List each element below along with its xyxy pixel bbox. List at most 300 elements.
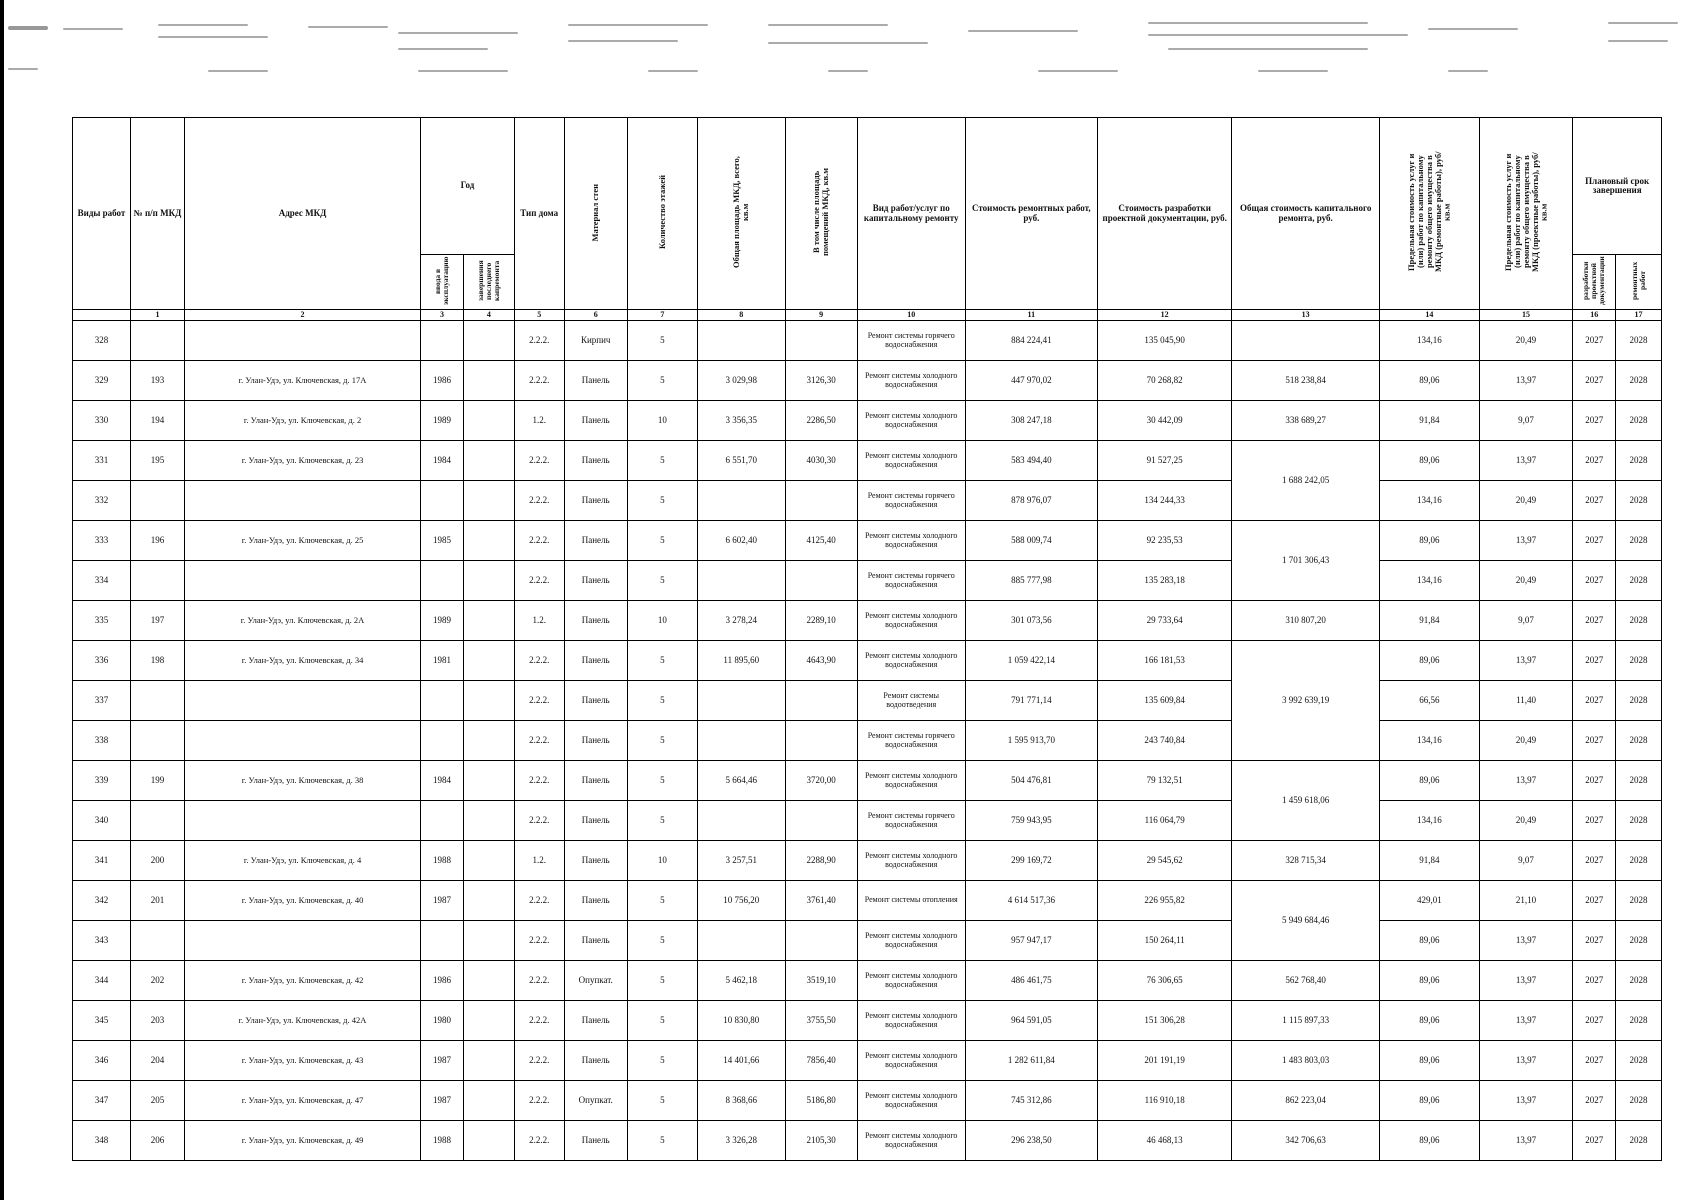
house-type-cell: 2.2.2. <box>514 761 564 801</box>
work-kind-cell: Ремонт системы горячего водоснабжения <box>857 321 965 361</box>
premises-area-cell <box>785 721 857 761</box>
work-kind-cell: Ремонт системы холодного водоснабжения <box>857 441 965 481</box>
header-year-last-repair: завершения последнего капремонта <box>463 255 514 310</box>
deadline-design-cell: 2027 <box>1573 881 1616 921</box>
deadline-repair-cell: 2028 <box>1616 441 1662 481</box>
deadline-design-cell: 2027 <box>1573 641 1616 681</box>
limit-design-cell: 13,97 <box>1479 761 1573 801</box>
address-cell: г. Улан-Удэ, ул. Ключевская, д. 40 <box>184 881 420 921</box>
design-cost-cell: 135 283,18 <box>1098 561 1232 601</box>
total-area-cell: 3 029,98 <box>697 361 785 401</box>
year-commissioning-cell: 1984 <box>421 441 464 481</box>
repair-cost-cell: 504 476,81 <box>965 761 1097 801</box>
wall-material-cell: Панель <box>564 681 627 721</box>
deadline-design-cell: 2027 <box>1573 1121 1616 1161</box>
year-last-repair-cell <box>463 881 514 921</box>
house-type-cell: 2.2.2. <box>514 1081 564 1121</box>
total-area-cell: 10 756,20 <box>697 881 785 921</box>
deadline-repair-cell: 2028 <box>1616 961 1662 1001</box>
column-number-row <box>73 310 1662 321</box>
floor-count-cell: 5 <box>627 961 697 1001</box>
premises-area-cell: 5186,80 <box>785 1081 857 1121</box>
deadline-design-cell: 2027 <box>1573 1041 1616 1081</box>
deadline-design-cell: 2027 <box>1573 721 1616 761</box>
house-type-cell: 2.2.2. <box>514 721 564 761</box>
repair-cost-cell: 447 970,02 <box>965 361 1097 401</box>
premises-area-cell: 4030,30 <box>785 441 857 481</box>
limit-design-cell: 20,49 <box>1479 321 1573 361</box>
address-cell <box>184 721 420 761</box>
col-number: 5 <box>514 310 564 321</box>
deadline-design-cell: 2027 <box>1573 801 1616 841</box>
work-type-cell: 329 <box>73 361 131 401</box>
deadline-repair-cell: 2028 <box>1616 561 1662 601</box>
total-cost-cell: 342 706,63 <box>1232 1121 1380 1161</box>
house-type-cell: 2.2.2. <box>514 801 564 841</box>
mkd-number-cell <box>131 721 185 761</box>
limit-design-cell: 20,49 <box>1479 721 1573 761</box>
work-type-cell: 337 <box>73 681 131 721</box>
year-last-repair-cell <box>463 641 514 681</box>
work-kind-cell: Ремонт системы холодного водоснабжения <box>857 601 965 641</box>
work-type-cell: 330 <box>73 401 131 441</box>
mkd-number-cell <box>131 801 185 841</box>
limit-design-cell: 9,07 <box>1479 401 1573 441</box>
year-last-repair-cell <box>463 1121 514 1161</box>
table-row <box>73 641 1662 681</box>
limit-repair-cell: 66,56 <box>1379 681 1479 721</box>
table-body <box>73 321 1662 1161</box>
floor-count-cell: 10 <box>627 841 697 881</box>
wall-material-cell: Панель <box>564 881 627 921</box>
total-cost-cell: 862 223,04 <box>1232 1081 1380 1121</box>
floor-count-cell: 5 <box>627 641 697 681</box>
col-number: 15 <box>1479 310 1573 321</box>
floor-count-cell: 5 <box>627 921 697 961</box>
header-total-area: Общая площадь МКД, всего, кв.м <box>697 118 785 310</box>
work-kind-cell: Ремонт системы горячего водоснабжения <box>857 561 965 601</box>
year-commissioning-cell: 1989 <box>421 401 464 441</box>
design-cost-cell: 166 181,53 <box>1098 641 1232 681</box>
limit-repair-cell: 91,84 <box>1379 841 1479 881</box>
address-cell: г. Улан-Удэ, ул. Ключевская, д. 2 <box>184 401 420 441</box>
limit-repair-cell: 89,06 <box>1379 921 1479 961</box>
repair-cost-cell: 878 976,07 <box>965 481 1097 521</box>
design-cost-cell: 135 045,90 <box>1098 321 1232 361</box>
deadline-design-cell: 2027 <box>1573 761 1616 801</box>
limit-repair-cell: 89,06 <box>1379 641 1479 681</box>
deadline-repair-cell: 2028 <box>1616 1001 1662 1041</box>
work-type-cell: 348 <box>73 1121 131 1161</box>
premises-area-cell <box>785 681 857 721</box>
work-type-cell: 340 <box>73 801 131 841</box>
year-last-repair-cell <box>463 1001 514 1041</box>
address-cell: г. Улан-Удэ, ул. Ключевская, д. 23 <box>184 441 420 481</box>
total-cost-cell: 5 949 684,46 <box>1232 881 1380 961</box>
address-cell <box>184 321 420 361</box>
design-cost-cell: 116 064,79 <box>1098 801 1232 841</box>
header-mkd-number: № п/п МКД <box>131 118 185 310</box>
deadline-design-cell: 2027 <box>1573 481 1616 521</box>
work-type-cell: 333 <box>73 521 131 561</box>
year-commissioning-cell: 1987 <box>421 881 464 921</box>
repair-cost-cell: 301 073,56 <box>965 601 1097 641</box>
mkd-number-cell <box>131 681 185 721</box>
year-last-repair-cell <box>463 961 514 1001</box>
deadline-repair-cell: 2028 <box>1616 481 1662 521</box>
mkd-number-cell: 193 <box>131 361 185 401</box>
year-commissioning-cell: 1989 <box>421 601 464 641</box>
deadline-repair-cell: 2028 <box>1616 641 1662 681</box>
design-cost-cell: 135 609,84 <box>1098 681 1232 721</box>
total-cost-cell: 1 115 897,33 <box>1232 1001 1380 1041</box>
mkd-number-cell <box>131 561 185 601</box>
design-cost-cell: 91 527,25 <box>1098 441 1232 481</box>
address-cell: г. Улан-Удэ, ул. Ключевская, д. 42 <box>184 961 420 1001</box>
limit-repair-cell: 134,16 <box>1379 481 1479 521</box>
mkd-number-cell <box>131 321 185 361</box>
header-deadline-repair: ремонтных работ <box>1616 255 1662 310</box>
repair-cost-cell: 4 614 517,36 <box>965 881 1097 921</box>
house-type-cell: 2.2.2. <box>514 921 564 961</box>
house-type-cell: 1.2. <box>514 401 564 441</box>
year-commissioning-cell: 1987 <box>421 1041 464 1081</box>
floor-count-cell: 5 <box>627 801 697 841</box>
work-type-cell: 347 <box>73 1081 131 1121</box>
total-area-cell: 14 401,66 <box>697 1041 785 1081</box>
year-last-repair-cell <box>463 681 514 721</box>
wall-material-cell: Панель <box>564 441 627 481</box>
total-cost-cell: 1 459 618,06 <box>1232 761 1380 841</box>
year-commissioning-cell: 1988 <box>421 1121 464 1161</box>
deadline-repair-cell: 2028 <box>1616 1081 1662 1121</box>
limit-design-cell: 13,97 <box>1479 921 1573 961</box>
year-last-repair-cell <box>463 361 514 401</box>
address-cell: г. Улан-Удэ, ул. Ключевская, д. 49 <box>184 1121 420 1161</box>
design-cost-cell: 92 235,53 <box>1098 521 1232 561</box>
limit-repair-cell: 91,84 <box>1379 601 1479 641</box>
floor-count-cell: 5 <box>627 521 697 561</box>
col-number: 16 <box>1573 310 1616 321</box>
address-cell: г. Улан-Удэ, ул. Ключевская, д. 2А <box>184 601 420 641</box>
total-area-cell: 5 664,46 <box>697 761 785 801</box>
work-kind-cell: Ремонт системы отопления <box>857 881 965 921</box>
work-kind-cell: Ремонт системы холодного водоснабжения <box>857 841 965 881</box>
total-area-cell <box>697 321 785 361</box>
design-cost-cell: 29 733,64 <box>1098 601 1232 641</box>
deadline-repair-cell: 2028 <box>1616 321 1662 361</box>
floor-count-cell: 5 <box>627 761 697 801</box>
total-area-cell: 6 602,40 <box>697 521 785 561</box>
total-area-cell: 3 278,24 <box>697 601 785 641</box>
total-area-cell: 3 326,28 <box>697 1121 785 1161</box>
repair-cost-cell: 957 947,17 <box>965 921 1097 961</box>
floor-count-cell: 5 <box>627 1041 697 1081</box>
work-kind-cell: Ремонт системы водоотведения <box>857 681 965 721</box>
limit-design-cell: 13,97 <box>1479 521 1573 561</box>
year-last-repair-cell <box>463 721 514 761</box>
house-type-cell: 2.2.2. <box>514 961 564 1001</box>
deadline-design-cell: 2027 <box>1573 921 1616 961</box>
table-row <box>73 1041 1662 1081</box>
address-cell <box>184 801 420 841</box>
total-area-cell: 3 356,35 <box>697 401 785 441</box>
year-commissioning-cell <box>421 721 464 761</box>
premises-area-cell: 3519,10 <box>785 961 857 1001</box>
address-cell <box>184 481 420 521</box>
work-type-cell: 341 <box>73 841 131 881</box>
work-kind-cell: Ремонт системы холодного водоснабжения <box>857 1081 965 1121</box>
limit-repair-cell: 134,16 <box>1379 321 1479 361</box>
premises-area-cell: 2288,90 <box>785 841 857 881</box>
address-cell <box>184 681 420 721</box>
wall-material-cell: Панель <box>564 801 627 841</box>
col-number: 4 <box>463 310 514 321</box>
limit-design-cell: 13,97 <box>1479 1121 1573 1161</box>
address-cell: г. Улан-Удэ, ул. Ключевская, д. 25 <box>184 521 420 561</box>
design-cost-cell: 29 545,62 <box>1098 841 1232 881</box>
repair-cost-cell: 1 282 611,84 <box>965 1041 1097 1081</box>
total-area-cell: 8 368,66 <box>697 1081 785 1121</box>
limit-repair-cell: 89,06 <box>1379 361 1479 401</box>
work-kind-cell: Ремонт системы холодного водоснабжения <box>857 1001 965 1041</box>
floor-count-cell: 5 <box>627 361 697 401</box>
work-type-cell: 343 <box>73 921 131 961</box>
wall-material-cell: Панель <box>564 1001 627 1041</box>
table-row <box>73 761 1662 801</box>
total-cost-cell: 338 689,27 <box>1232 401 1380 441</box>
wall-material-cell: Панель <box>564 721 627 761</box>
deadline-repair-cell: 2028 <box>1616 721 1662 761</box>
wall-material-cell: Панель <box>564 601 627 641</box>
limit-design-cell: 13,97 <box>1479 961 1573 1001</box>
year-last-repair-cell <box>463 321 514 361</box>
work-kind-cell: Ремонт системы холодного водоснабжения <box>857 961 965 1001</box>
year-commissioning-cell: 1980 <box>421 1001 464 1041</box>
premises-area-cell: 2289,10 <box>785 601 857 641</box>
wall-material-cell: Панель <box>564 521 627 561</box>
limit-repair-cell: 89,06 <box>1379 961 1479 1001</box>
premises-area-cell <box>785 561 857 601</box>
repair-cost-cell: 791 771,14 <box>965 681 1097 721</box>
floor-count-cell: 5 <box>627 1081 697 1121</box>
wall-material-cell: Панель <box>564 1121 627 1161</box>
floor-count-cell: 5 <box>627 1121 697 1161</box>
total-cost-cell: 1 483 803,03 <box>1232 1041 1380 1081</box>
limit-design-cell: 13,97 <box>1479 1081 1573 1121</box>
header-deadline-design: разработки проектной документации <box>1573 255 1616 310</box>
col-number: 10 <box>857 310 965 321</box>
work-type-cell: 339 <box>73 761 131 801</box>
total-area-cell: 5 462,18 <box>697 961 785 1001</box>
col-number: 13 <box>1232 310 1380 321</box>
year-last-repair-cell <box>463 521 514 561</box>
total-cost-cell <box>1232 321 1380 361</box>
limit-repair-cell: 89,06 <box>1379 1121 1479 1161</box>
work-kind-cell: Ремонт системы холодного водоснабжения <box>857 921 965 961</box>
limit-design-cell: 21,10 <box>1479 881 1573 921</box>
work-type-cell: 331 <box>73 441 131 481</box>
year-last-repair-cell <box>463 441 514 481</box>
premises-area-cell: 3720,00 <box>785 761 857 801</box>
total-cost-cell: 562 768,40 <box>1232 961 1380 1001</box>
mkd-number-cell: 202 <box>131 961 185 1001</box>
total-area-cell <box>697 681 785 721</box>
year-commissioning-cell <box>421 481 464 521</box>
premises-area-cell <box>785 481 857 521</box>
floor-count-cell: 5 <box>627 881 697 921</box>
address-cell: г. Улан-Удэ, ул. Ключевская, д. 42А <box>184 1001 420 1041</box>
capital-repair-register-table <box>72 117 1662 1161</box>
premises-area-cell: 4125,40 <box>785 521 857 561</box>
limit-repair-cell: 89,06 <box>1379 761 1479 801</box>
wall-material-cell: Панель <box>564 561 627 601</box>
design-cost-cell: 150 264,11 <box>1098 921 1232 961</box>
address-cell <box>184 561 420 601</box>
limit-design-cell: 9,07 <box>1479 601 1573 641</box>
wall-material-cell: Панель <box>564 361 627 401</box>
mkd-number-cell: 204 <box>131 1041 185 1081</box>
limit-repair-cell: 134,16 <box>1379 561 1479 601</box>
limit-repair-cell: 134,16 <box>1379 721 1479 761</box>
limit-design-cell: 20,49 <box>1479 481 1573 521</box>
col-number: 12 <box>1098 310 1232 321</box>
house-type-cell: 1.2. <box>514 601 564 641</box>
mkd-number-cell <box>131 921 185 961</box>
limit-design-cell: 20,49 <box>1479 801 1573 841</box>
year-last-repair-cell <box>463 841 514 881</box>
house-type-cell: 2.2.2. <box>514 321 564 361</box>
wall-material-cell: Панель <box>564 1041 627 1081</box>
premises-area-cell: 3126,30 <box>785 361 857 401</box>
deadline-design-cell: 2027 <box>1573 521 1616 561</box>
wall-material-cell: Панель <box>564 641 627 681</box>
total-cost-cell: 1 688 242,05 <box>1232 441 1380 521</box>
col-number: 7 <box>627 310 697 321</box>
wall-material-cell: Кирпич <box>564 321 627 361</box>
design-cost-cell: 76 306,65 <box>1098 961 1232 1001</box>
work-type-cell: 346 <box>73 1041 131 1081</box>
address-cell: г. Улан-Удэ, ул. Ключевская, д. 34 <box>184 641 420 681</box>
wall-material-cell: Панель <box>564 841 627 881</box>
deadline-repair-cell: 2028 <box>1616 801 1662 841</box>
deadline-repair-cell: 2028 <box>1616 521 1662 561</box>
floor-count-cell: 5 <box>627 441 697 481</box>
premises-area-cell: 4643,90 <box>785 641 857 681</box>
header-planned-deadline: Плановый срок завершения <box>1573 118 1662 255</box>
table-row <box>73 721 1662 761</box>
work-type-cell: 345 <box>73 1001 131 1041</box>
wall-material-cell: Панель <box>564 921 627 961</box>
year-commissioning-cell: 1986 <box>421 361 464 401</box>
work-type-cell: 342 <box>73 881 131 921</box>
house-type-cell: 2.2.2. <box>514 1001 564 1041</box>
work-type-cell: 335 <box>73 601 131 641</box>
header-premises-area: В том числе площадь помещений МКД, кв.м <box>785 118 857 310</box>
work-kind-cell: Ремонт системы холодного водоснабжения <box>857 641 965 681</box>
wall-material-cell: Панель <box>564 761 627 801</box>
year-last-repair-cell <box>463 761 514 801</box>
house-type-cell: 2.2.2. <box>514 361 564 401</box>
house-type-cell: 2.2.2. <box>514 681 564 721</box>
total-cost-cell: 1 701 306,43 <box>1232 521 1380 601</box>
limit-repair-cell: 89,06 <box>1379 441 1479 481</box>
total-cost-cell: 328 715,34 <box>1232 841 1380 881</box>
limit-design-cell: 13,97 <box>1479 641 1573 681</box>
floor-count-cell: 10 <box>627 401 697 441</box>
premises-area-cell <box>785 321 857 361</box>
repair-cost-cell: 299 169,72 <box>965 841 1097 881</box>
repair-cost-cell: 296 238,50 <box>965 1121 1097 1161</box>
year-last-repair-cell <box>463 801 514 841</box>
year-commissioning-cell: 1987 <box>421 1081 464 1121</box>
header-total-cost: Общая стоимость капитального ремонта, руб. <box>1232 118 1380 310</box>
premises-area-cell: 2105,30 <box>785 1121 857 1161</box>
total-area-cell <box>697 561 785 601</box>
limit-design-cell: 9,07 <box>1479 841 1573 881</box>
floor-count-cell: 5 <box>627 321 697 361</box>
repair-cost-cell: 884 224,41 <box>965 321 1097 361</box>
deadline-repair-cell: 2028 <box>1616 761 1662 801</box>
col-number: 9 <box>785 310 857 321</box>
design-cost-cell: 201 191,19 <box>1098 1041 1232 1081</box>
floor-count-cell: 5 <box>627 721 697 761</box>
work-kind-cell: Ремонт системы горячего водоснабжения <box>857 481 965 521</box>
design-cost-cell: 226 955,82 <box>1098 881 1232 921</box>
premises-area-cell: 3755,50 <box>785 1001 857 1041</box>
year-commissioning-cell <box>421 681 464 721</box>
total-area-cell <box>697 921 785 961</box>
wall-material-cell: Панель <box>564 481 627 521</box>
work-kind-cell: Ремонт системы горячего водоснабжения <box>857 801 965 841</box>
design-cost-cell: 134 244,33 <box>1098 481 1232 521</box>
header-limit-design: Предельная стоимость услуг и (или) работ по капитальному ремонту общего имущества в МКД (проектные работы), руб/кв.м <box>1479 118 1573 310</box>
deadline-design-cell: 2027 <box>1573 361 1616 401</box>
year-last-repair-cell <box>463 921 514 961</box>
limit-design-cell: 20,49 <box>1479 561 1573 601</box>
year-commissioning-cell: 1984 <box>421 761 464 801</box>
mkd-number-cell: 199 <box>131 761 185 801</box>
col-number: 1 <box>131 310 185 321</box>
mkd-number-cell: 197 <box>131 601 185 641</box>
total-area-cell: 6 551,70 <box>697 441 785 481</box>
header-year-commissioning: ввода в эксплуатацию <box>421 255 464 310</box>
table-row <box>73 601 1662 641</box>
limit-design-cell: 13,97 <box>1479 1001 1573 1041</box>
deadline-repair-cell: 2028 <box>1616 401 1662 441</box>
repair-cost-cell: 1 059 422,14 <box>965 641 1097 681</box>
house-type-cell: 2.2.2. <box>514 561 564 601</box>
house-type-cell: 2.2.2. <box>514 441 564 481</box>
work-type-cell: 332 <box>73 481 131 521</box>
year-commissioning-cell <box>421 921 464 961</box>
year-commissioning-cell <box>421 801 464 841</box>
work-kind-cell: Ремонт системы холодного водоснабжения <box>857 521 965 561</box>
house-type-cell: 1.2. <box>514 841 564 881</box>
deadline-design-cell: 2027 <box>1573 681 1616 721</box>
design-cost-cell: 70 268,82 <box>1098 361 1232 401</box>
deadline-repair-cell: 2028 <box>1616 361 1662 401</box>
premises-area-cell: 3761,40 <box>785 881 857 921</box>
design-cost-cell: 79 132,51 <box>1098 761 1232 801</box>
house-type-cell: 2.2.2. <box>514 641 564 681</box>
header-year: Год <box>421 118 515 255</box>
table-row <box>73 1121 1662 1161</box>
work-kind-cell: Ремонт системы горячего водоснабжения <box>857 721 965 761</box>
table-row <box>73 481 1662 521</box>
table-row <box>73 801 1662 841</box>
total-area-cell: 10 830,80 <box>697 1001 785 1041</box>
